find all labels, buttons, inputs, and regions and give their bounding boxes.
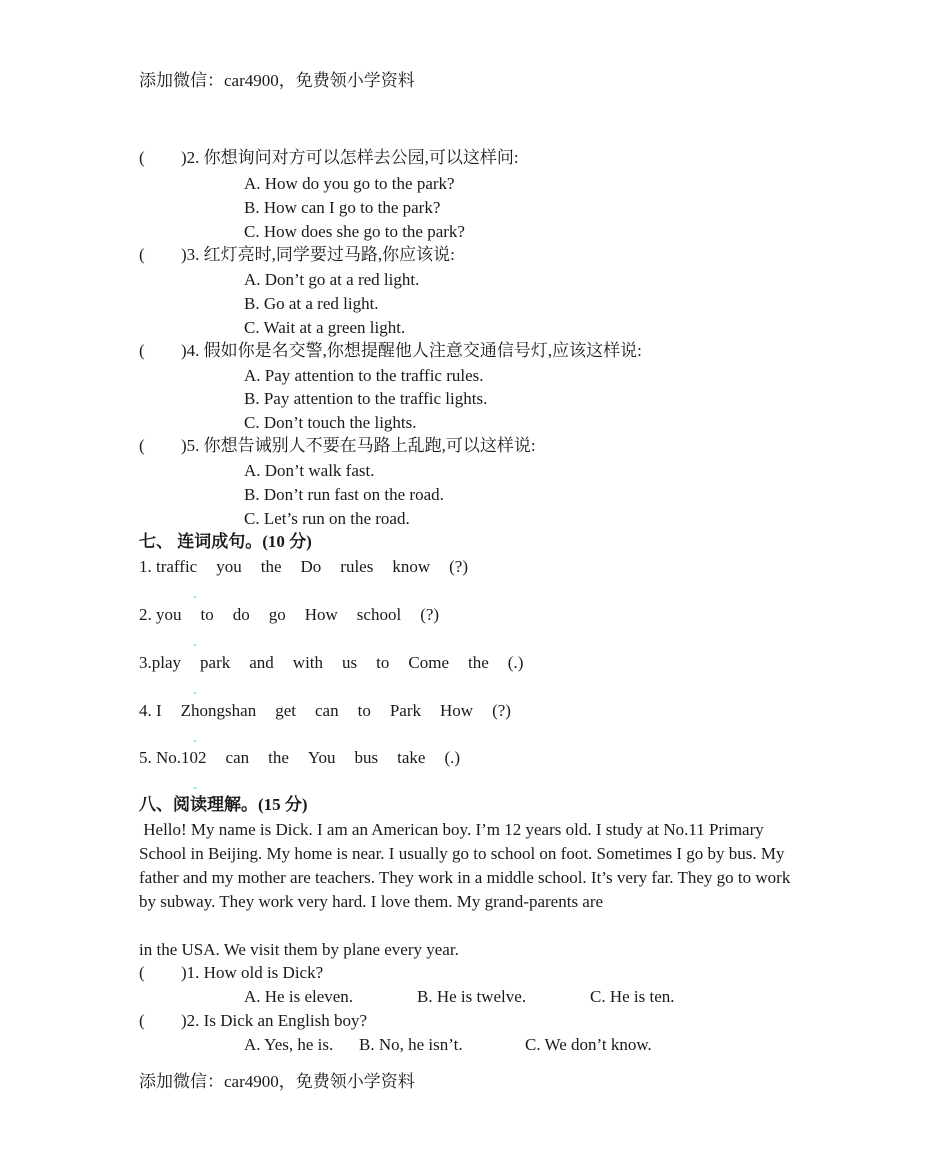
passage-paragraph-2: in the USA. We visit them by plane every year. bbox=[139, 940, 459, 959]
section7-title: 七、 连词成句。(10 分) bbox=[139, 532, 312, 551]
footer-watermark: 添加微信：car4900，免费领小学资料 bbox=[139, 1072, 415, 1091]
answer-line-marker: - bbox=[193, 589, 197, 603]
q5-option-a: A. Don’t walk fast. bbox=[244, 461, 375, 480]
reading-q1-options bbox=[244, 986, 675, 1008]
reading-q1-option-c: C. He is ten. bbox=[590, 987, 675, 1006]
reading-q2-option-b: B. No, he isn’t. bbox=[359, 1035, 463, 1054]
q4-option-a: A. Pay attention to the traffic rules. bbox=[244, 366, 484, 385]
q4-option-c: C. Don’t touch the lights. bbox=[244, 413, 417, 432]
q5-option-b: B. Don’t run fast on the road. bbox=[244, 485, 444, 504]
reading-q1-stem: ( )1. How old is Dick? bbox=[139, 963, 324, 982]
reading-q2-stem: ( )2. Is Dick an English boy? bbox=[139, 1011, 368, 1030]
section8-title: 八、阅读理解。(15 分) bbox=[139, 795, 308, 814]
q3-option-c: C. Wait at a green light. bbox=[244, 318, 406, 337]
reading-passage bbox=[139, 818, 809, 962]
q2-option-a: A. How do you go to the park? bbox=[244, 174, 455, 193]
q2-stem: ( )2. 你想询问对方可以怎样去公园,可以这样问: bbox=[139, 148, 519, 167]
answer-line-marker: - bbox=[193, 780, 197, 794]
answer-line-marker: - bbox=[193, 733, 197, 747]
reading-q1-option-a: A. He is eleven. bbox=[244, 987, 354, 1006]
q4-option-b: B. Pay attention to the traffic lights. bbox=[244, 389, 488, 408]
q5-option-c: C. Let’s run on the road. bbox=[244, 509, 410, 528]
rearrange-item-5: 5. No.102 can the You bus take (.) bbox=[139, 748, 461, 767]
q2-option-c: C. How does she go to the park? bbox=[244, 222, 465, 241]
passage-paragraph-1: Hello! My name is Dick. I am an American boy. I’m 12 years old. I study at No.11 Primary School in Beijing. My home is near. I usually go to school on foot. Sometimes I go by bus. My father and my mother are teachers. They work in a middle school. It’s very far. They go to work by subway. They work very hard. I love them. My grand-parents are bbox=[139, 820, 795, 911]
q4-stem: ( )4. 假如你是名交警,你想提醒他人注意交通信号灯,应该这样说: bbox=[139, 341, 642, 360]
q3-stem: ( )3. 红灯亮时,同学要过马路,你应该说: bbox=[139, 245, 455, 264]
reading-q2-option-c: C. We don’t know. bbox=[525, 1035, 652, 1054]
rearrange-item-1: 1. traffic you the Do rules know (?) bbox=[139, 557, 468, 576]
header-watermark: 添加微信：car4900，免费领小学资料 bbox=[139, 71, 415, 90]
reading-q2-option-a: A. Yes, he is. bbox=[244, 1035, 334, 1054]
rearrange-item-2: 2. you to do go How school (?) bbox=[139, 605, 440, 624]
q5-stem: ( )5. 你想告诫别人不要在马路上乱跑,可以这样说: bbox=[139, 436, 536, 455]
q3-option-b: B. Go at a red light. bbox=[244, 294, 379, 313]
answer-line-marker: - bbox=[193, 685, 197, 699]
q2-option-b: B. How can I go to the park? bbox=[244, 198, 441, 217]
q3-option-a: A. Don’t go at a red light. bbox=[244, 270, 420, 289]
rearrange-item-4: 4. I Zhongshan get can to Park How (?) bbox=[139, 701, 511, 720]
reading-q2-options bbox=[244, 1034, 652, 1056]
reading-q1-option-b: B. He is twelve. bbox=[417, 987, 527, 1006]
rearrange-item-3: 3.play park and with us to Come the (.) bbox=[139, 653, 524, 672]
answer-line-marker: - bbox=[193, 637, 197, 651]
